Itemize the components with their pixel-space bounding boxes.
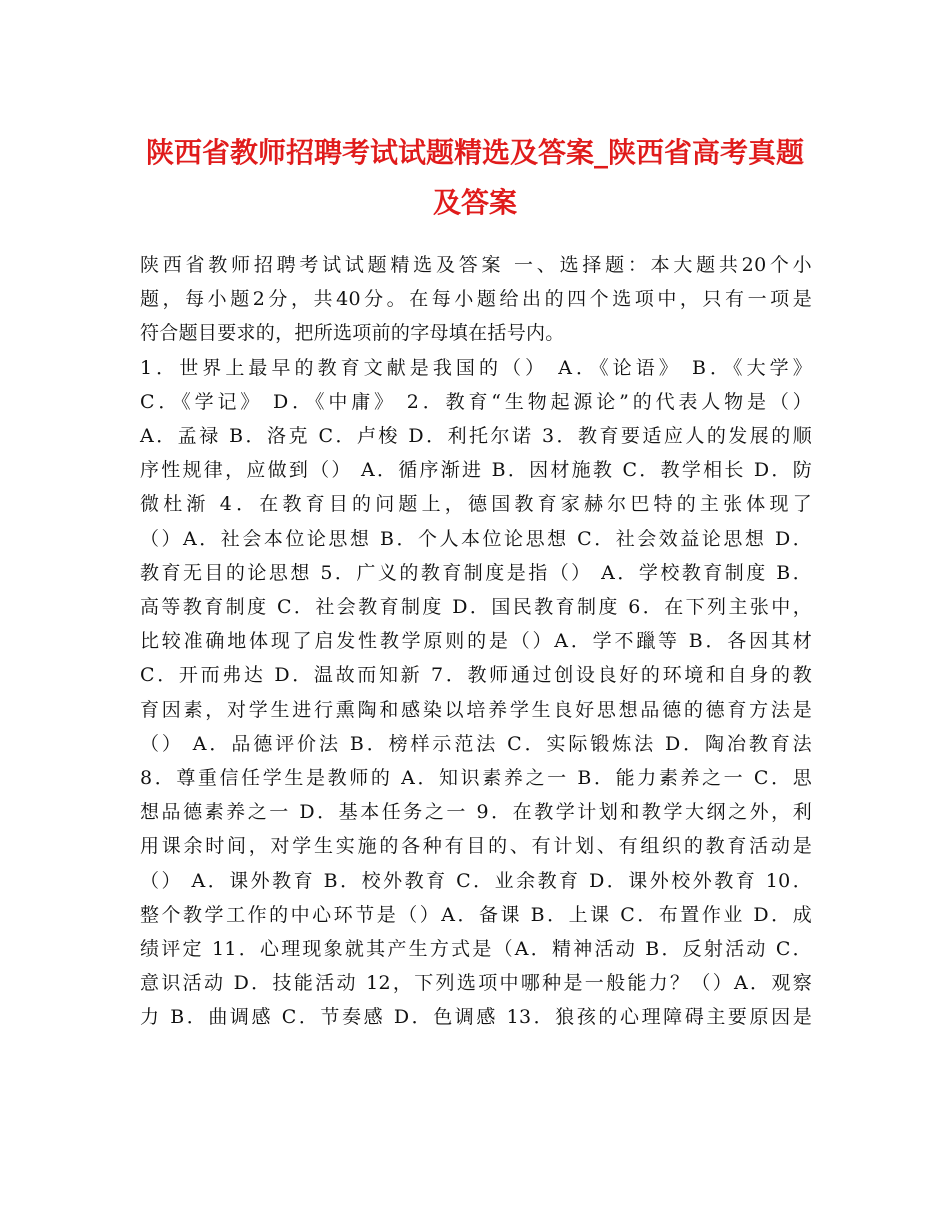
body-line: A．孟禄 B．洛克 C．卢梭 D．利托尔诺 3．教育要适应人的发展的顺 xyxy=(140,425,812,448)
body-line: 教育无目的论思想 5．广义的教育制度是指（） A．学校教育制度 B． xyxy=(140,561,812,584)
body-line: 陕西省教师招聘考试试题精选及答案 一、选择题：本大题共20个小 xyxy=(140,254,812,276)
body-line: C．开而弗达 D．温故而知新 7．教师通过创设良好的环境和自身的教 xyxy=(140,664,812,687)
body-line: 育因素，对学生进行熏陶和感染以培养学生良好思想品德的德育方法是 xyxy=(140,698,812,721)
body-line: （） A．课外教育 B．校外教育 C．业余教育 D．课外校外教育 10． xyxy=(140,869,812,892)
body-line: 题，每小题2分，共40分。在每小题给出的四个选项中，只有一项是 xyxy=(140,288,812,311)
body-line: 8．尊重信任学生是教师的 A．知识素养之一 B．能力素养之一 C．思 xyxy=(140,767,812,790)
title-line-2: 及答案 xyxy=(432,186,517,219)
body-line: 符合题目要求的，把所选项前的字母填在括号内。 xyxy=(140,322,565,345)
body-line: 微杜渐 4．在教育目的问题上，德国教育家赫尔巴特的主张体现了 xyxy=(140,493,812,516)
document-body xyxy=(140,248,812,1035)
body-line: 意识活动 D．技能活动 12，下列选项中哪种是一般能力？（）A．观察 xyxy=(140,972,812,995)
body-line: 序性规律，应做到（） A．循序渐进 B．因材施教 C．教学相长 D．防 xyxy=(140,459,812,482)
body-line: 比较准确地体现了启发性教学原则的是（）A．学不躐等 B．各因其材 xyxy=(140,630,812,653)
body-line: 绩评定 11．心理现象就其产生方式是（A．精神活动 B．反射活动 C． xyxy=(140,938,812,961)
body-line: 整个教学工作的中心环节是（）A．备课 B．上课 C．布置作业 D．成 xyxy=(140,903,812,926)
body-line: 高等教育制度 C．社会教育制度 D．国民教育制度 6．在下列主张中， xyxy=(140,596,812,619)
body-line: （）A．社会本位论思想 B．个人本位论思想 C．社会效益论思想 D． xyxy=(140,527,812,550)
body-line: C．《学记》 D．《中庸》 2．教育“生物起源论”的代表人物是（） xyxy=(140,390,812,413)
document-title xyxy=(120,128,830,228)
body-line: 1．世界上最早的教育文献是我国的（） A．《论语》 B．《大学》 xyxy=(140,356,812,379)
body-line: 想品德素养之一 D．基本任务之一 9．在教学计划和教学大纲之外，利 xyxy=(140,801,812,824)
body-line: 力 B．曲调感 C．节奏感 D．色调感 13．狼孩的心理障碍主要原因是 xyxy=(140,1006,812,1029)
body-line: 用课余时间，对学生实施的各种有目的、有计划、有组织的教育活动是 xyxy=(140,835,812,858)
title-line-1: 陕西省教师招聘考试试题精选及答案_陕西省高考真题 xyxy=(145,136,804,169)
body-line: （） A．品德评价法 B．榜样示范法 C．实际锻炼法 D．陶冶教育法 xyxy=(140,732,812,755)
